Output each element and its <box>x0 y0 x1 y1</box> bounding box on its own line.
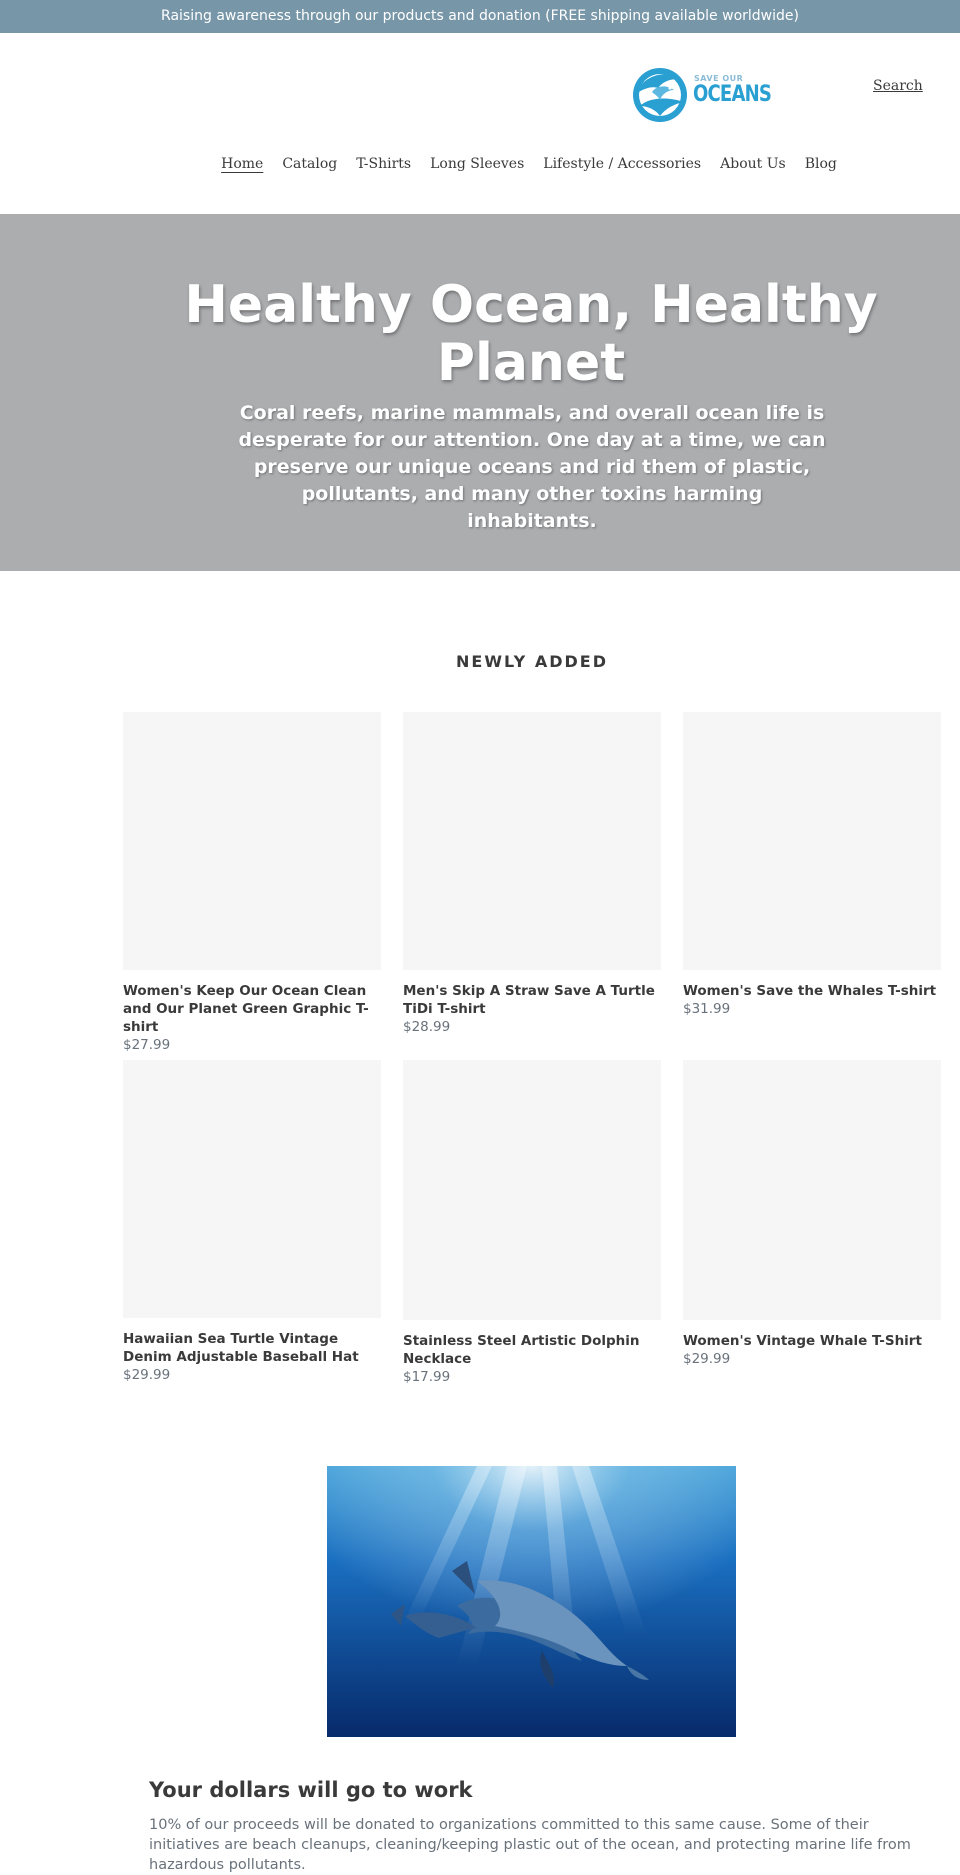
hero-subtitle: Coral reefs, marine mammals, and overall ocean life is desperate for our attention. One day at a time, we can preserve our unique oceans and rid them of plastic, pollutants, and many other toxins harming inhabitants. <box>238 402 826 532</box>
announcement-text: Raising awareness through our products and donation (FREE shipping available worldwide) <box>161 8 799 24</box>
feature-title: Your dollars will go to work <box>149 1778 473 1802</box>
announcement-bar <box>0 0 960 33</box>
dolphin-photo-icon <box>327 1466 736 1737</box>
hero-banner <box>0 214 960 571</box>
nav-item-about-us[interactable]: About Us <box>720 156 786 172</box>
product-card[interactable] <box>123 1060 381 1384</box>
dolphins-underwater-image <box>327 1466 736 1737</box>
product-image-placeholder[interactable] <box>403 712 661 970</box>
product-price: $27.99 <box>123 1037 171 1053</box>
product-image-placeholder[interactable] <box>123 712 381 970</box>
nav-item-blog[interactable]: Blog <box>804 156 837 172</box>
product-card[interactable] <box>683 712 941 1018</box>
main-nav <box>0 156 960 172</box>
nav-item-long-sleeves[interactable]: Long Sleeves <box>430 156 525 172</box>
hero-title: Healthy Ocean, Healthy Planet <box>184 275 878 393</box>
product-image-placeholder[interactable] <box>683 1060 941 1320</box>
nav-item-home[interactable]: Home <box>221 156 264 172</box>
product-image-placeholder[interactable] <box>403 1060 661 1320</box>
logo-text-small: SAVE OUR <box>694 74 744 83</box>
nav-item-t-shirts[interactable]: T-Shirts <box>356 156 412 172</box>
product-card[interactable] <box>683 1060 941 1368</box>
product-card[interactable] <box>403 712 661 1036</box>
collection-title: NEWLY ADDED <box>456 652 608 671</box>
site-logo[interactable] <box>626 62 772 128</box>
product-title[interactable]: Hawaiian Sea Turtle Vintage Denim Adjustable Baseball Hat <box>123 1331 359 1365</box>
nav-item-catalog[interactable]: Catalog <box>282 156 338 172</box>
search-link[interactable]: Search <box>873 78 923 94</box>
product-price: $28.99 <box>403 1019 451 1035</box>
product-price: $29.99 <box>123 1367 171 1383</box>
product-title[interactable]: Stainless Steel Artistic Dolphin Necklace <box>403 1333 640 1367</box>
logo-text-big: OCEANS <box>693 82 772 107</box>
product-image-placeholder[interactable] <box>123 1060 381 1318</box>
product-image-placeholder[interactable] <box>683 712 941 970</box>
product-card[interactable] <box>123 712 381 1054</box>
product-price: $17.99 <box>403 1369 451 1385</box>
product-price: $29.99 <box>683 1351 731 1367</box>
nav-item-lifestyle-accessories[interactable]: Lifestyle / Accessories <box>543 156 702 172</box>
product-title[interactable]: Women's Save the Whales T-shirt <box>683 983 937 999</box>
feature-text: 10% of our proceeds will be donated to organizations committed to this same cause. Some of their initiatives are beach cleanups, cleaning/keeping plastic out of the ocean, and protecting marine life from hazardous pollutants. <box>149 1817 911 1873</box>
product-title[interactable]: Men's Skip A Straw Save A Turtle TiDi T-shirt <box>403 983 655 1017</box>
product-price: $31.99 <box>683 1001 731 1017</box>
product-title[interactable]: Women's Vintage Whale T-Shirt <box>683 1333 922 1349</box>
product-card[interactable] <box>403 1060 661 1386</box>
product-title[interactable]: Women's Keep Our Ocean Clean and Our Planet Green Graphic T-shirt <box>123 983 369 1035</box>
